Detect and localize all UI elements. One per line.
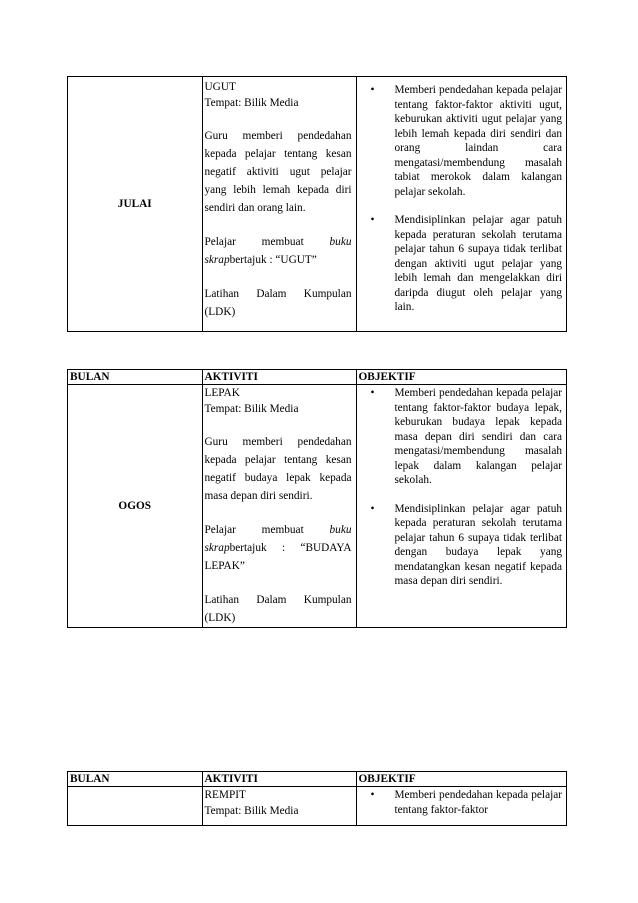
activity-pelajar: Pelajar membuat buku skrapbertajuk : “UGUT”: [204, 236, 352, 266]
objective-item: • Memberi pendedahan kepada pelajar tentang faktor-faktor aktiviti ugut, keburukan aktiviti ugut pelajar yang lebih lemah kepada diri sendiri dan orang laindan cara mengatasi/membendung masalah tabiat merokok dalam kalangan pelajar sekolah.: [370, 84, 562, 198]
objective-item: • Memberi pendedahan kepada pelajar tentang faktor-faktor budaya lepak, keburukan budaya lepak kepada masa depan diri sendiri dan cara mengatasi/membendung masalah lepak dalam kalangan pelajar sekolah.: [370, 387, 562, 486]
activity-place: Tempat: Bilik Media: [204, 805, 299, 817]
header-row: [68, 772, 567, 787]
activity-ldk: Latihan Dalam Kumpulan (LDK): [204, 288, 352, 318]
header-objektif: OBJEKTIF: [356, 370, 567, 385]
objective-cell-rempit: [356, 787, 567, 826]
objective-item: • Mendisiplinkan pelajar agar patuh kepada peraturan sekolah terutama pelajar tahun 6 supaya tidak terlibat dengan aktiviti ugut pelajar yang lebih lemah dan mengelakkan diri daripda diugut oleh pelajar yang lain.: [370, 214, 562, 313]
table-row-ogos: [68, 385, 567, 628]
table-row-rempit: [68, 787, 567, 826]
month-cell-empty: [68, 787, 203, 826]
table-row-julai: [68, 77, 567, 332]
header-bulan: BULAN: [68, 772, 203, 787]
month-cell-ogos: OGOS: [68, 385, 203, 628]
activity-guru: Guru memberi pendedahan kepada pelajar tentang kesan negatif aktiviti ugut pelajar yang lebih lemah kepada diri sendiri dan orang lain.: [204, 130, 352, 214]
bullet-icon: •: [370, 387, 375, 399]
objective-cell-julai: [356, 77, 567, 332]
ogos-table: [67, 369, 567, 628]
header-aktiviti: AKTIVITI: [202, 772, 356, 787]
activity-guru: Guru memberi pendedahan kepada pelajar tentang kesan negatif budaya lepak kepada masa depan diri sendiri.: [204, 436, 352, 502]
header-bulan: BULAN: [68, 370, 203, 385]
objective-cell-ogos: [356, 385, 567, 628]
header-row: [68, 370, 567, 385]
rempit-table: [67, 771, 567, 826]
activity-cell-ogos: [202, 385, 356, 628]
activity-title: LEPAK: [204, 387, 240, 399]
bullet-icon: •: [370, 214, 375, 226]
bullet-icon: •: [370, 84, 375, 96]
activity-place: Tempat: Bilik Media: [204, 403, 299, 415]
activity-pelajar: Pelajar membuat buku skrapbertajuk : “BUDAYA LEPAK”: [204, 524, 352, 572]
activity-cell-julai: [202, 77, 356, 332]
objective-item: • Mendisiplinkan pelajar agar patuh kepada peraturan sekolah terutama pelajar tahun 6 supaya tidak terlibat dengan budaya lepak yang mendatangkan kesan negatif kepada masa depan diri sendiri.: [370, 502, 562, 587]
activity-place: Tempat: Bilik Media: [204, 97, 299, 109]
activity-title: UGUT: [204, 81, 236, 93]
bullet-icon: •: [370, 789, 375, 801]
julai-table: [67, 76, 567, 332]
header-aktiviti: AKTIVITI: [202, 370, 356, 385]
activity-cell-rempit: [202, 787, 356, 826]
header-objektif: OBJEKTIF: [356, 772, 567, 787]
objective-item: • Memberi pendedahan kepada pelajar tentang faktor-faktor: [370, 789, 562, 816]
activity-title: REMPIT: [204, 789, 246, 801]
month-cell-julai: JULAI: [68, 77, 203, 332]
activity-ldk: Latihan Dalam Kumpulan (LDK): [204, 594, 352, 624]
bullet-icon: •: [370, 502, 375, 515]
